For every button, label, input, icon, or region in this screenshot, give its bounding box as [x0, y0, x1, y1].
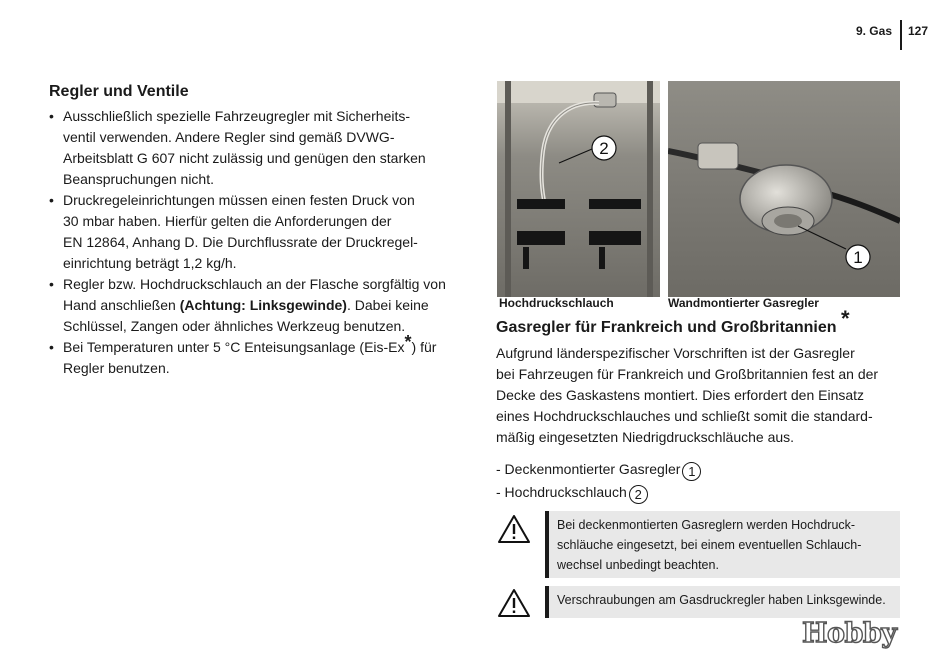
- bullet-line: Ausschließlich spezielle Fahrzeugregler mit Sicherheits-: [63, 108, 411, 124]
- regulator-photo: [668, 81, 900, 297]
- warning-line: Verschraubungen am Gasdruckregler haben Linksgewinde.: [557, 593, 886, 607]
- list-item-text: - Deckenmontierter Gasregler: [496, 461, 681, 477]
- list-item-text: - Hochdruckschlauch: [496, 484, 627, 500]
- list-item: [496, 481, 701, 504]
- bullet-dot: •: [49, 276, 54, 292]
- warning-icon: [497, 588, 531, 618]
- callout-2: 2: [599, 139, 609, 158]
- gb-fr-title: [496, 306, 850, 337]
- thread-warning-bold: (Achtung: Linksgewinde): [179, 297, 347, 313]
- component-list: [496, 458, 701, 504]
- warning-line: Bei deckenmontierten Gasreglern werden Hochdruck-: [557, 518, 856, 532]
- paragraph-line: Decke des Gaskastens montiert. Dies erfordert den Einsatz: [496, 387, 865, 403]
- header-divider: [900, 20, 902, 50]
- warning-box-hose: [545, 511, 900, 578]
- bullet-line: ventil verwenden. Andere Regler sind gemäß DVWG-: [63, 129, 395, 145]
- paragraph-line: mäßig eingesetzten Niedrigdruckschläuche aus.: [496, 429, 795, 445]
- callout-1: 1: [853, 248, 863, 267]
- warning-icon: [497, 514, 531, 544]
- hose-caption: Hochdruckschlauch: [499, 296, 614, 310]
- left-column: [49, 82, 454, 379]
- chapter-label: 9. Gas: [855, 24, 892, 38]
- hobby-logo: Hobby: [802, 618, 897, 649]
- bullet-line: Arbeitsblatt G 607 nicht zulässig und genügen den starken: [63, 150, 426, 166]
- circled-number: 1: [682, 462, 701, 481]
- bullet-line: 30 mbar haben. Hierfür gelten die Anforderungen der: [63, 213, 392, 229]
- bullet-line: Druckregeleinrichtungen müssen einen festen Druck von: [63, 192, 415, 208]
- bullet-item: [49, 190, 454, 274]
- section-title: Regler und Ventile: [49, 83, 189, 100]
- bullet-text: ) für: [411, 339, 437, 355]
- bullet-dot: •: [49, 192, 54, 208]
- bullet-text: Bei Temperaturen unter 5 °C Enteisungsanlage (Eis-Ex: [63, 339, 405, 355]
- bullet-line: Regler bzw. Hochdruckschlauch an der Flasche sorgfältig von: [63, 276, 446, 292]
- bullet-line: [63, 295, 454, 316]
- bullet-line: EN 12864, Anhang D. Die Durchflussrate der Druckregel-: [63, 234, 418, 250]
- bullet-list: [49, 106, 454, 379]
- warning-line: schläuche eingesetzt, bei einem eventuellen Schlauch-: [557, 538, 862, 552]
- page-number: 127: [908, 24, 929, 38]
- footnote-star: *: [840, 306, 850, 331]
- hose-photo: [497, 81, 660, 297]
- bullet-line: Regler benutzen.: [63, 360, 170, 376]
- regulator-caption: Wandmontierter Gasregler: [668, 296, 819, 310]
- paragraph-line: eines Hochdruckschlauches und schließt somit die standard-: [496, 408, 873, 424]
- bullet-dot: •: [49, 108, 54, 124]
- bullet-text: Hand anschließen: [63, 297, 180, 313]
- bullet-line: Beanspruchungen nicht.: [63, 171, 214, 187]
- gb-fr-paragraph: [496, 343, 906, 448]
- bullet-item: [49, 332, 454, 379]
- warning-box-thread: [545, 586, 900, 618]
- bullet-text: . Dabei keine: [346, 297, 429, 313]
- bullet-line: einrichtung beträgt 1,2 kg/h.: [63, 255, 237, 271]
- list-item: [496, 458, 701, 481]
- paragraph-line: Aufgrund länderspezifischer Vorschriften ist der Gasregler: [496, 345, 855, 361]
- bullet-line: Schlüssel, Zangen oder ähnliches Werkzeug benutzen.: [63, 318, 406, 334]
- bullet-line: [63, 332, 454, 358]
- footnote-star: *: [404, 332, 412, 352]
- circled-number: 2: [629, 485, 648, 504]
- warning-line: wechsel unbedingt beachten.: [557, 558, 719, 572]
- bullet-item: [49, 106, 454, 190]
- paragraph-line: bei Fahrzeugen für Frankreich und Großbritannien fest an der: [496, 366, 879, 382]
- gb-fr-title-text: Gasregler für Frankreich und Großbritannien: [496, 319, 837, 336]
- bullet-dot: •: [49, 339, 54, 355]
- bullet-item: [49, 274, 454, 337]
